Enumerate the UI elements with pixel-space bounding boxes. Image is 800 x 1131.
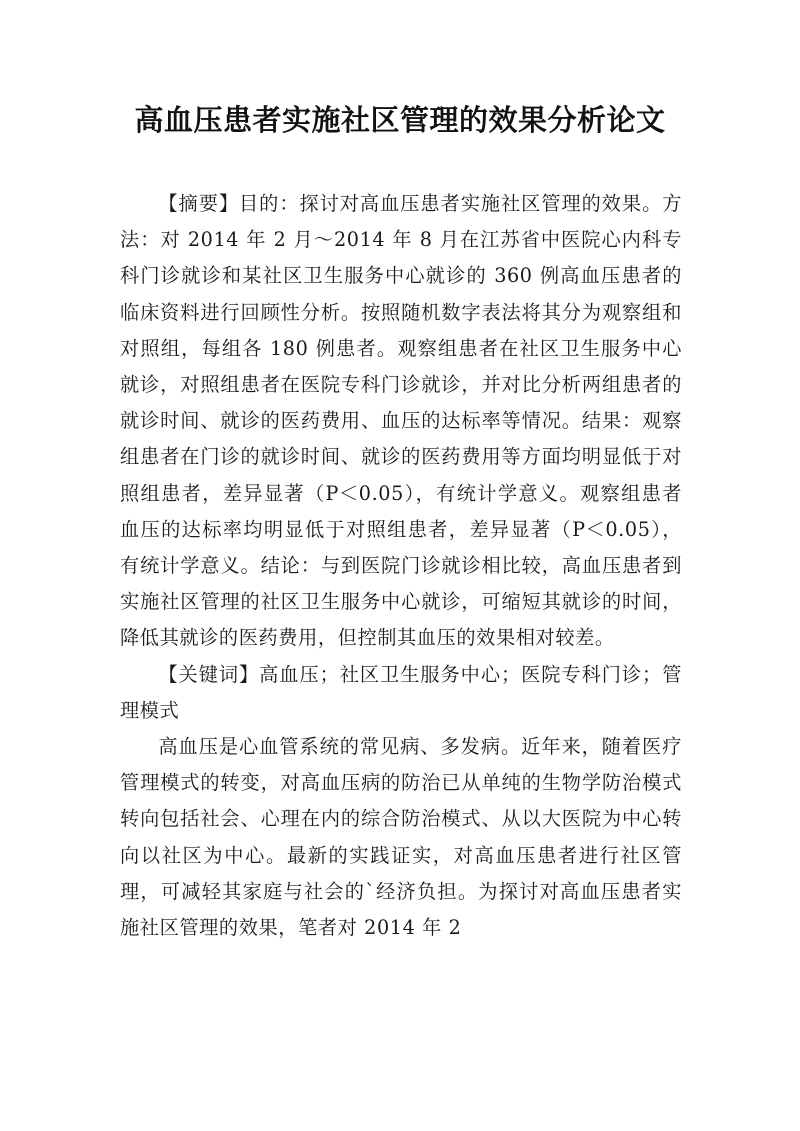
keywords-label: 【关键词】	[158, 662, 260, 686]
abstract-label: 【摘要】	[158, 192, 240, 215]
keywords-paragraph	[120, 657, 682, 729]
abstract-paragraph	[120, 186, 682, 657]
document-body	[120, 186, 682, 946]
document-title: 高血压患者实施社区管理的效果分析论文	[134, 103, 666, 137]
keywords-text: 高血压；社区卫生服务中心；医院专科门诊；管理模式	[120, 662, 682, 722]
abstract-text: 目的：探讨对高血压患者实施社区管理的效果。方法：对 2014 年 2 月～2014 年 8 月在江苏省中医院心内科专科门诊就诊和某社区卫生服务中心就诊的 360 例高血压患者的临床资料进行回顾性分析。按照随机数字表法将其分为观察组和对照组，每组各 180 例患者。观察组患者在社区卫生服务中心就诊，对照组患者在医院专科门诊就诊，并对比分析两组患者的就诊时间、就诊的医药费用、血压的达标率等情况。结果：观察组患者在门诊的就诊时间、就诊的医药费用等方面均明显低于对照组患者，差异显著（P＜0.05），有统计学意义。观察组患者血压的达标率均明显低于对照组患者，差异显著（P＜0.05），有统计学意义。结论：与到医院门诊就诊相比较，高血压患者到实施社区管理的社区卫生服务中心就诊，可缩短其就诊的时间，降低其就诊的医药费用，但控制其血压的效果相对较差。	[120, 192, 683, 650]
intro-paragraph: 高血压是心血管系统的常见病、多发病。近年来，随着医疗管理模式的转变，对高血压病的防治已从单纯的生物学防治模式转向包括社会、心理在内的综合防治模式、从以大医院为中心转向以社区为中心。最新的实践证实，对高血压患者进行社区管理，可减轻其家庭与社会的`经济负担。为探讨对高血压患者实施社区管理的效果，笔者对 2014 年 2	[120, 735, 682, 940]
